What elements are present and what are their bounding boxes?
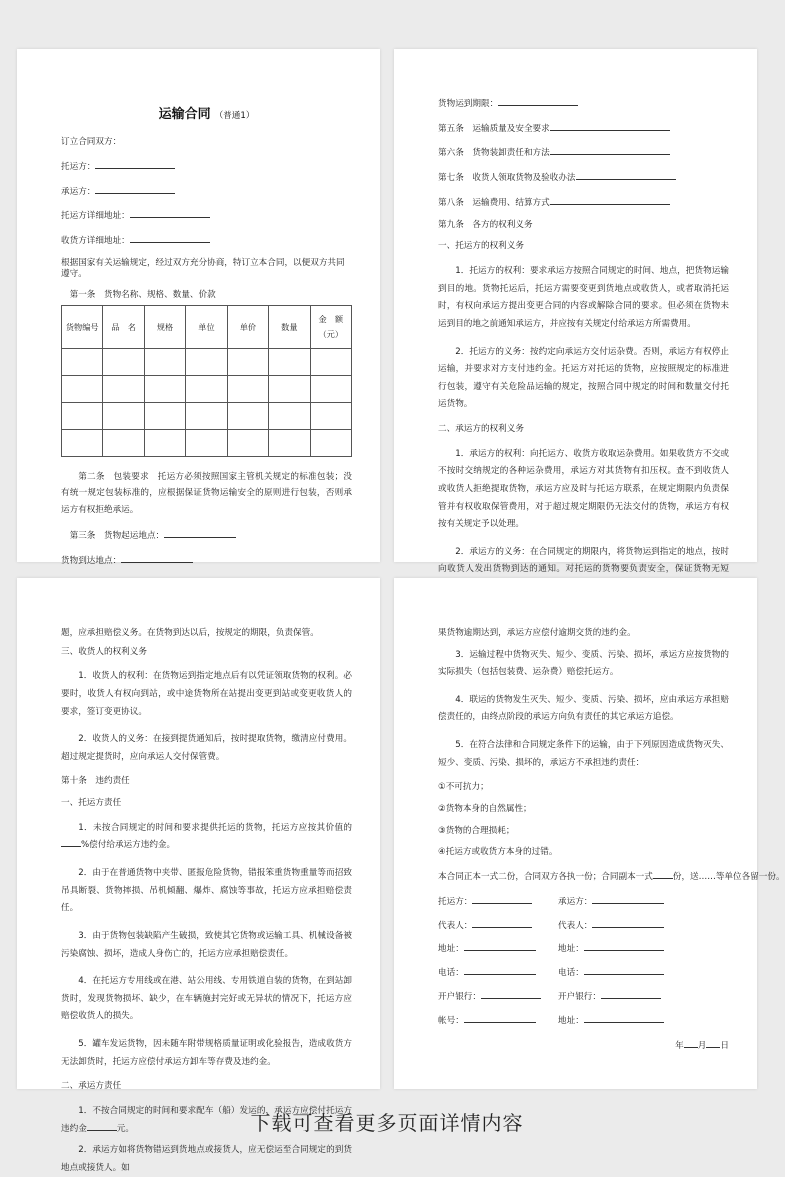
consignor-label: 托运方： (61, 161, 96, 172)
paragraph: 4．在托运方专用线或在港、站公用线、专用铁道自装的货物，在到站卸货时，发现货物损坏、缺少，在车辆施封完好或无异状的情况下，托运方应赔偿收货人的损失。 (61, 976, 352, 1022)
paragraph-text: %偿付给承运方违约金。 (81, 840, 176, 851)
section-consignor-liability: 一、托运方责任 (61, 798, 122, 809)
paragraph (61, 820, 352, 855)
article-8-blank (550, 195, 670, 205)
consignor-field (61, 159, 352, 173)
sig-blank (464, 965, 536, 975)
date-blank (684, 1038, 698, 1048)
paragraph-text: 1．不按合同规定的时间和要求配车（船）发运的，承运方应偿付托运方违约金 (61, 1105, 352, 1134)
sig-label: 电话： (558, 968, 584, 979)
article-3 (61, 528, 352, 542)
sig-consignor-rep (438, 918, 558, 932)
sig-blank (481, 989, 541, 999)
section-consignor-rights: 一、托运方的权利义务 (438, 241, 524, 252)
exemption-clause: ①不可抗力； (438, 782, 489, 793)
article-9: 第九条 各方的权利义务 (438, 219, 533, 230)
section-consignee-rights: 三、收货人的权利义务 (61, 646, 147, 657)
sig-blank (601, 989, 661, 999)
header-name: 品 名 (103, 306, 144, 349)
article-7 (438, 170, 729, 184)
header-amount: 金 额（元） (310, 306, 351, 349)
sig-label: 代表人： (438, 920, 473, 931)
parties-intro: 订立合同双方： (61, 137, 122, 148)
sig-carrier (558, 894, 698, 908)
sig-carrier-rep (558, 918, 698, 932)
table-row (62, 403, 352, 430)
date-line (438, 1038, 729, 1052)
date-day: 日 (720, 1041, 729, 1052)
paragraph: 1．托运方的权利：要求承运方按照合同规定的时间、地点，把货物运输到目的地。货物托运后，托运方需要变更到货地点或收货人，或者取消托运时，有权向承运方提出变更合同的内容或解除合同的要求。但必须在货物未运到目的地之前通知承运方，并应按有关规定付给承运方所需费用。 (438, 266, 729, 329)
header-unit: 单位 (186, 306, 227, 349)
sig-label: 地址： (438, 944, 464, 955)
consignor-address-blank (130, 208, 210, 218)
paragraph: 1．承运方的权利：向托运方、收货方收取运杂费用。如果收货方不交或不按时交纳规定的各种运杂费用，承运方对其货物有扣压权。查不到收货人或收货人拒绝提取货物，承运方应及时与托运方联系，在规定期限内负责保管并有权收取保管费用，对于超过规定期限仍无法交付的货物，承运方有权按有关规定予以处理。 (438, 448, 729, 530)
sig-label: 托运方： (438, 896, 473, 907)
contract-page-1 (17, 49, 380, 566)
copies-clause (438, 869, 785, 883)
consignor-address-label: 托运方详细地址： (61, 211, 130, 222)
goods-table-header (62, 306, 352, 349)
paragraph: 果货物逾期达到，承运方应偿付逾期交货的违约金。 (438, 628, 636, 638)
sig-carrier-address-2 (558, 1013, 698, 1027)
paragraph: 3．由于货物包装缺陷产生破损，致使其它货物或运输工具、机械设备被污染腐蚀、损坏，造成人身伤亡的，托运方应承担赔偿责任。 (61, 930, 352, 959)
arrival-date-blank (498, 96, 578, 106)
percent-blank (61, 837, 81, 847)
table-row (62, 349, 352, 376)
copies-text: 本合同正本一式二份，合同双方各执一份；合同副本一式 (438, 872, 653, 883)
title-note: （普通1） (214, 111, 255, 121)
sig-blank (592, 918, 664, 928)
contract-page-4 (394, 578, 785, 1089)
carrier-label: 承运方： (61, 186, 96, 197)
sig-consignor-account (438, 1013, 558, 1027)
sig-blank (592, 894, 664, 904)
carrier-blank (95, 184, 175, 194)
consignee-address-label: 收货方详细地址： (61, 236, 130, 247)
sig-blank (472, 918, 532, 928)
date-month: 月 (697, 1041, 707, 1052)
paragraph: 2．收货人的义务：在接到提货通知后，按时提取货物，缴清应付费用。超过规定提货时，应向承运人交付保管费。 (61, 734, 352, 762)
arrival-date-field (438, 96, 729, 110)
goods-table (61, 305, 352, 457)
signature-block (438, 894, 729, 1026)
paragraph: 4．联运的货物发生灭失、短少、变质、污染、损坏，应由承运方承担赔偿责任的，由终点阶段的承运方向负有责任的其它承运方追偿。 (438, 694, 729, 723)
article-3-label: 第三条 货物起运地点： (69, 531, 165, 542)
exemption-clause: ④托运方或收货方本身的过错。 (438, 847, 558, 858)
destination-field (61, 553, 352, 567)
paragraph: 3．运输过程中货物灭失、短少、变质、污染、损坏，承运方应按货物的实际损失（包括包装费、运杂费）赔偿托运方。 (438, 649, 729, 678)
article-1: 第一条 货物名称、规格、数量、价款 (69, 290, 216, 301)
preamble: 根据国家有关运输规定，经过双方充分协商，特订立本合同，以便双方共同遵守。 (61, 257, 345, 279)
download-more-banner[interactable]: 下载可查看更多页面详情内容 (250, 1111, 524, 1135)
article-6-blank (550, 145, 670, 155)
paragraph: 2．承运方如将货物错运到货地点或接货人，应无偿运至合同规定的到货地点或接货人。如 (61, 1145, 352, 1173)
section-carrier-rights: 二、承运方的权利义务 (438, 424, 524, 435)
article-6-label: 第六条 货物装卸责任和方法 (438, 148, 550, 159)
paragraph-text: 1．未按合同规定的时间和要求提供托运的货物，托运方应按其价值的 (78, 822, 352, 833)
sig-blank (472, 894, 532, 904)
sig-label: 电话： (438, 968, 464, 979)
consignee-address-field (61, 233, 352, 247)
destination-blank (121, 553, 193, 563)
date-blank (706, 1038, 720, 1048)
sig-consignor (438, 894, 558, 908)
article-8 (438, 195, 729, 209)
sig-label: 开户银行： (438, 991, 481, 1002)
paragraph: 2．托运方的义务：按约定向承运方交付运杂费。否则，承运方有权停止运输，并要求对方支付违约金。托运方对托运的货物，应按照规定的标准进行包装，遵守有关危险品运输的规定，按照合同中规定的时间和数量交付托运货物。 (438, 346, 729, 410)
paragraph: 5．在符合法律和合同规定条件下的运输，由于下列原因造成货物灭失、短少、变质、污染、损坏的，承运方不承担违约责任： (438, 740, 729, 768)
copies-text: 份，送……等单位各留一份。 (672, 872, 785, 883)
paragraph: 2．承运方的义务：在合同规定的期限内，将货物运到指定的地点，按时向收货人发出货物到达的通知。对托运的货物要负责安全，保证货物无短 (438, 546, 729, 575)
sig-label: 地址： (558, 944, 584, 955)
contract-page-3 (17, 578, 380, 1173)
sig-label: 承运方： (558, 896, 593, 907)
header-goods-no: 货物编号 (62, 306, 103, 349)
sig-carrier-bank (558, 989, 698, 1003)
sig-blank (584, 1013, 664, 1023)
table-row (62, 376, 352, 403)
copies-blank (653, 869, 673, 879)
exemption-clause: ②货物本身的自然属性； (438, 804, 532, 814)
article-5-label: 第五条 运输质量及安全要求 (438, 123, 550, 134)
contract-page-2 (394, 49, 757, 575)
header-unit-price: 单价 (227, 306, 268, 349)
header-spec: 规格 (144, 306, 185, 349)
article-5-blank (550, 121, 670, 131)
article-7-blank (576, 170, 676, 180)
sig-label: 开户银行： (558, 991, 601, 1002)
sig-blank (584, 941, 664, 951)
article-5 (438, 121, 729, 135)
exemption-clause: ③货物的合理损耗； (438, 825, 515, 836)
sig-label: 帐号： (438, 1015, 464, 1026)
sig-blank (464, 1013, 536, 1023)
sig-blank (584, 965, 664, 975)
article-2: 第二条 包装要求 托运方必须按照国家主管机关规定的标准包装；没有统一规定包装标准的，应根据保证货物运输安全的原则进行包装，否则承运方有权拒绝承运。 (61, 472, 352, 515)
table-row (62, 430, 352, 457)
title-text: 运输合同 (158, 107, 211, 122)
sig-blank (464, 941, 536, 951)
destination-label: 货物到达地点： (61, 555, 122, 566)
article-8-label: 第八条 运输费用、结算方式 (438, 197, 550, 208)
sig-carrier-address (558, 941, 698, 955)
header-quantity: 数量 (269, 306, 310, 349)
paragraph: 1．收货人的权利：在货物运到指定地点后有以凭证领取货物的权利。必要时，收货人有权向到站，或中途货物所在站提出变更到站或变更收货人的要求，签订变更协议。 (61, 671, 352, 717)
section-carrier-liability: 二、承运方责任 (61, 1081, 122, 1092)
carrier-field (61, 184, 352, 198)
consignee-address-blank (130, 233, 210, 243)
date-year: 年 (675, 1041, 684, 1052)
paragraph-text: 元。 (116, 1123, 134, 1134)
sig-consignor-address (438, 941, 558, 955)
article-6 (438, 145, 729, 159)
paragraph: 2．由于在普通货物中夹带、匿报危险货物，错报笨重货物重量等而招致吊具断裂、货物摔损、吊机倾翻、爆炸、腐蚀等事故，托运方应承担赔偿责任。 (61, 868, 352, 914)
arrival-date-label: 货物运到期限： (438, 99, 499, 109)
consignor-blank (95, 159, 175, 169)
sig-carrier-phone (558, 965, 698, 979)
sig-consignor-bank (438, 989, 558, 1003)
origin-blank (164, 528, 236, 538)
consignor-address-field (61, 208, 352, 222)
article-10: 第十条 违约责任 (61, 776, 130, 787)
sig-consignor-phone (438, 965, 558, 979)
sig-label: 地址： (558, 1015, 584, 1026)
contract-title (61, 107, 352, 123)
paragraph: 5．罐车发运货物，因未随车附带规格质量证明或化验报告，造成收货方无法卸货时，托运方应偿付承运方卸车等存费及违约金。 (61, 1038, 352, 1067)
sig-label: 代表人： (558, 920, 593, 931)
article-7-label: 第七条 收货人领取货物及验收办法 (438, 173, 576, 184)
paragraph: 题，应承担赔偿义务。在货物到达以后，按规定的期限，负责保管。 (61, 628, 319, 638)
